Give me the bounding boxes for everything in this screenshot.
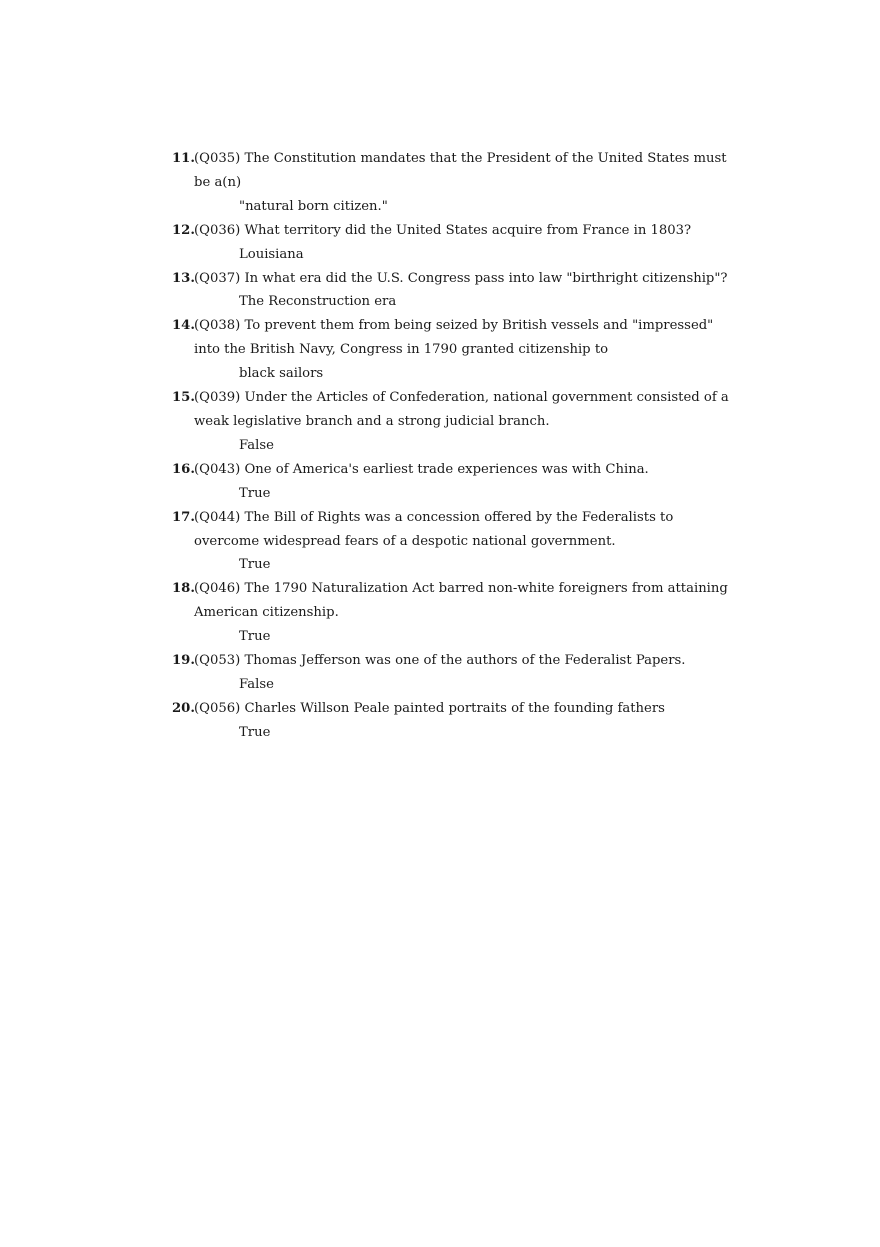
question-text: (Q035) The Constitution mandates that the President of the United States must be a(n) xyxy=(194,151,727,190)
question-number: 20. xyxy=(172,700,195,716)
question-text: (Q044) The Bill of Rights was a concession offered by the Federalists to overcome widespread fears of a despotic national government. xyxy=(194,509,674,549)
question-number: 16. xyxy=(172,461,195,477)
question-answer: True xyxy=(239,629,271,645)
question-item xyxy=(172,267,732,315)
question-list xyxy=(172,147,732,745)
question-answer: True xyxy=(239,724,271,740)
question-item xyxy=(172,386,732,458)
question-answer: Louisiana xyxy=(239,246,304,262)
question-item xyxy=(172,697,732,745)
question-text: (Q038) To prevent them from being seized by British vessels and "impressed" into the British Navy, Congress in 1790 granted citizenship to xyxy=(194,318,714,358)
question-text: (Q046) The 1790 Naturalization Act barred non-white foreigners from attaining American citizenship. xyxy=(194,581,728,621)
question-item xyxy=(172,577,732,649)
question-answer: True xyxy=(239,485,271,501)
question-number: 14. xyxy=(172,318,195,334)
question-text: (Q039) Under the Articles of Confederation, national government consisted of a weak legislative branch and a strong judicial branch. xyxy=(194,390,729,429)
question-item xyxy=(172,506,732,578)
question-answer: False xyxy=(239,437,274,453)
question-answer: True xyxy=(239,557,271,573)
question-number: 15. xyxy=(172,390,195,406)
question-answer: black sailors xyxy=(239,366,324,382)
question-item xyxy=(172,219,732,267)
question-number: 12. xyxy=(172,222,195,238)
question-text: (Q037) In what era did the U.S. Congress pass into law "birthright citizenship"? xyxy=(194,270,728,286)
question-number: 13. xyxy=(172,270,195,286)
question-text: (Q043) One of America's earliest trade experiences was with China. xyxy=(194,461,649,477)
question-answer: The Reconstruction era xyxy=(239,294,397,310)
question-item xyxy=(172,458,732,506)
question-item xyxy=(172,147,732,219)
question-number: 18. xyxy=(172,581,195,597)
question-text: (Q056) Charles Willson Peale painted portraits of the founding fathers xyxy=(194,700,665,716)
question-number: 17. xyxy=(172,509,195,525)
question-text: (Q053) Thomas Jefferson was one of the authors of the Federalist Papers. xyxy=(194,653,686,669)
question-number: 19. xyxy=(172,653,195,669)
question-item xyxy=(172,314,732,386)
question-text: (Q036) What territory did the United States acquire from France in 1803? xyxy=(194,222,692,238)
question-answer: "natural born citizen." xyxy=(239,198,388,214)
question-number: 11. xyxy=(172,151,195,166)
question-item xyxy=(172,649,732,697)
question-answer: False xyxy=(239,676,274,692)
